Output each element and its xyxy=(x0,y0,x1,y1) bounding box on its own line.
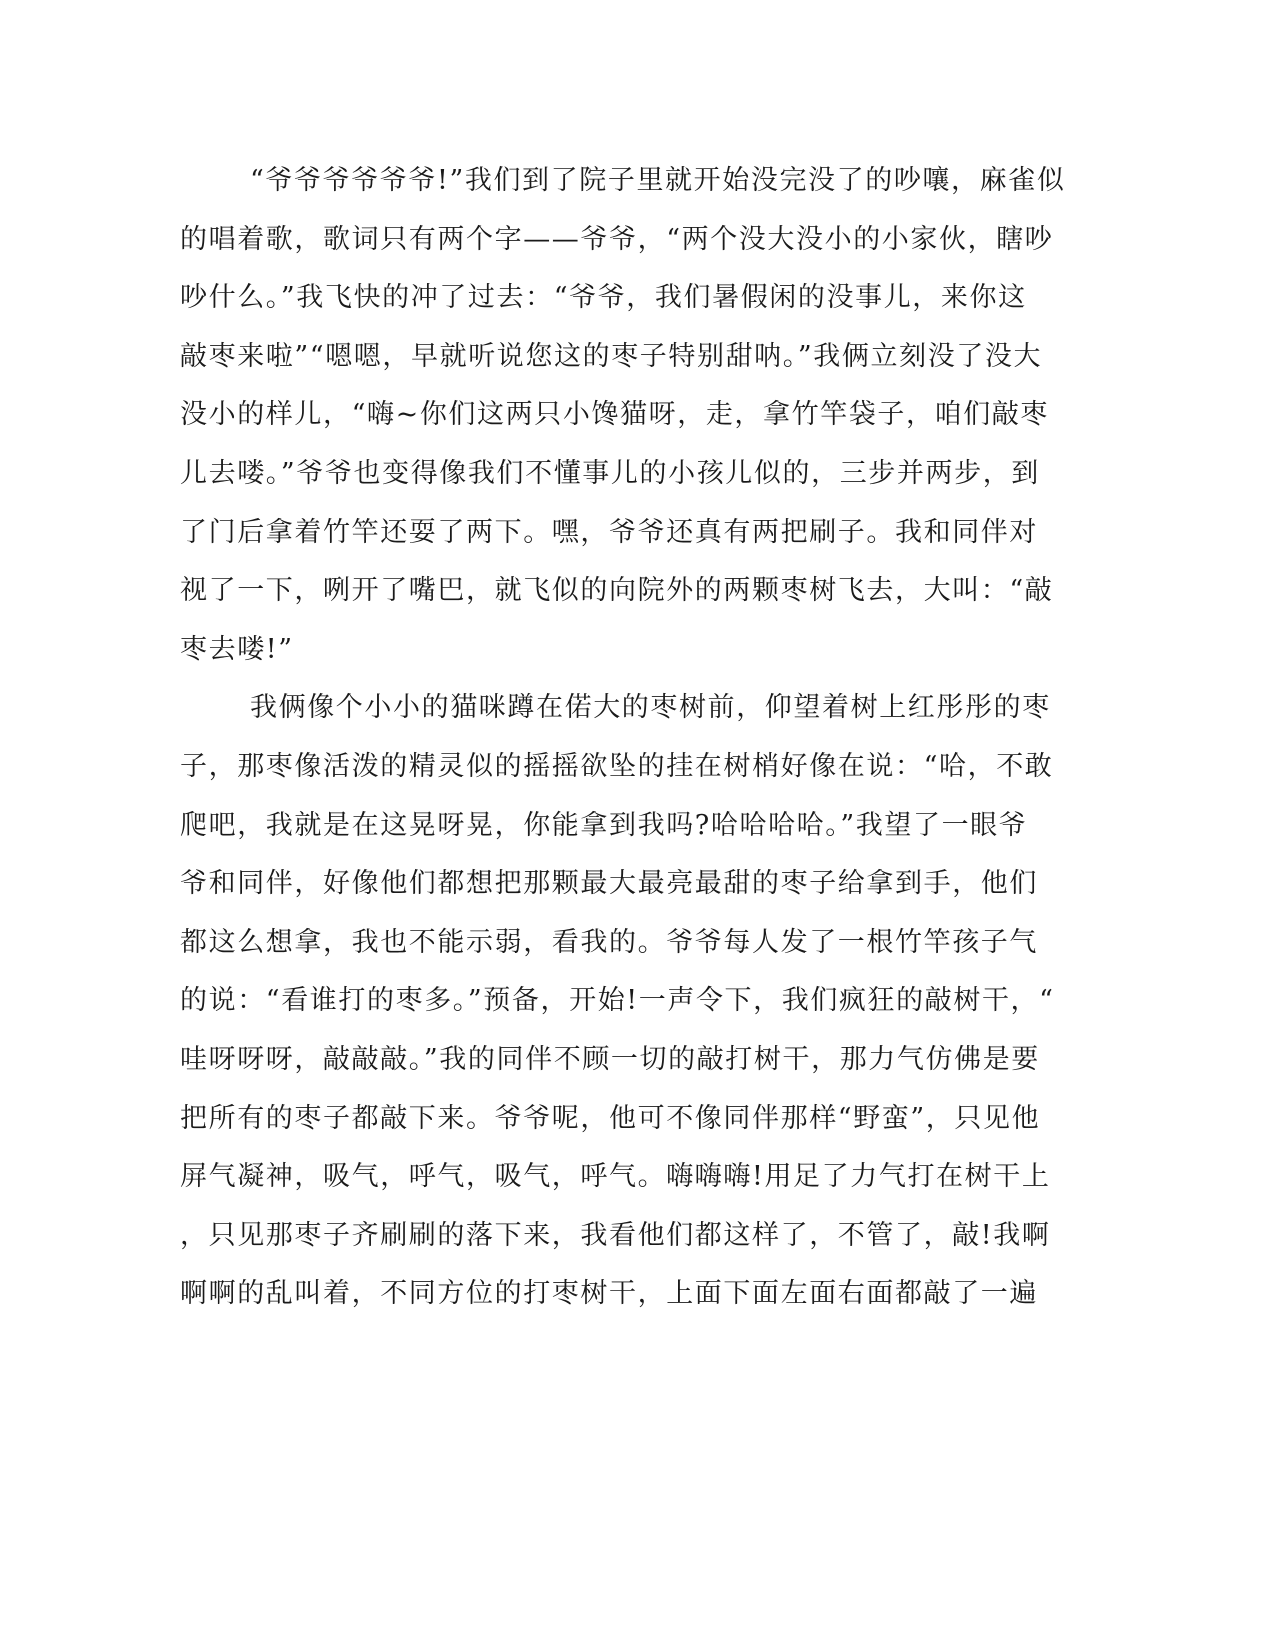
text-line: 啊啊的乱叫着，不同方位的打枣树干，上面下面左面右面都敲了一遍 xyxy=(180,1278,1038,1310)
text-line: 把所有的枣子都敲下来。爷爷呢，他可不像同伴那样“野蛮”，只见他 xyxy=(180,1102,1041,1134)
text-line: 屏气凝神，吸气，呼气，吸气，呼气。嗨嗨嗨!用足了力气打在树干上 xyxy=(180,1161,1051,1193)
text-line: ，只见那枣子齐刷刷的落下来，我看他们都这样了，不管了，敲!我啊 xyxy=(180,1219,1051,1251)
text-line: 了门后拿着竹竿还耍了两下。嘿，爷爷还真有两把刷子。我和同伴对 xyxy=(180,516,1038,548)
text-line: 敲枣来啦”“嗯嗯，早就听说您这的枣子特别甜呐。”我俩立刻没了没大 xyxy=(180,340,1043,372)
text-line: 没小的样儿，“嗨~你们这两只小馋猫呀，走，拿竹竿袋子，咱们敲枣 xyxy=(180,399,1050,431)
text-line: 我俩像个小小的猫咪蹲在偌大的枣树前，仰望着树上红彤彤的枣 xyxy=(250,692,1051,724)
text-line: 子，那枣像活泼的精灵似的摇摇欲坠的挂在树梢好像在说：“哈，不敢 xyxy=(180,750,1054,782)
text-line: “爷爷爷爷爷爷!”我们到了院子里就开始没完没了的吵嚷，麻雀似 xyxy=(250,165,1066,196)
text-line: 儿去喽。”爷爷也变得像我们不懂事儿的小孩儿似的，三步并两步，到 xyxy=(180,457,1040,489)
paragraph-1 xyxy=(180,152,1066,679)
text-line: 吵什么。”我飞快的冲了过去：“爷爷，我们暑假闲的没事儿，来你这 xyxy=(180,282,1027,314)
text-line: 哇呀呀呀，敲敲敲。”我的同伴不顾一切的敲打树干，那力气仿佛是要 xyxy=(180,1043,1040,1075)
text-line: 爷和同伴，好像他们都想把那颗最大最亮最甜的枣子给拿到手，他们 xyxy=(180,868,1038,900)
text-line: 的说：“看谁打的枣多。”预备，开始!一声令下，我们疯狂的敲树干，“ xyxy=(180,985,1055,1017)
text-line: 都这么想拿，我也不能示弱，看我的。爷爷每人发了一根竹竿孩子气 xyxy=(180,926,1038,958)
text-line: 枣去喽!” xyxy=(180,633,294,665)
text-line: 爬吧，我就是在这晃呀晃，你能拿到我吗?哈哈哈哈。”我望了一眼爷 xyxy=(180,809,1028,841)
text-line: 视了一下，咧开了嘴巴，就飞似的向院外的两颗枣树飞去，大叫：“敲 xyxy=(180,575,1054,607)
text-line: 的唱着歌，歌词只有两个字——爷爷，“两个没大没小的小家伙，瞎吵 xyxy=(180,223,1054,255)
paragraph-2 xyxy=(180,679,1055,1324)
body-text xyxy=(180,152,1066,1324)
